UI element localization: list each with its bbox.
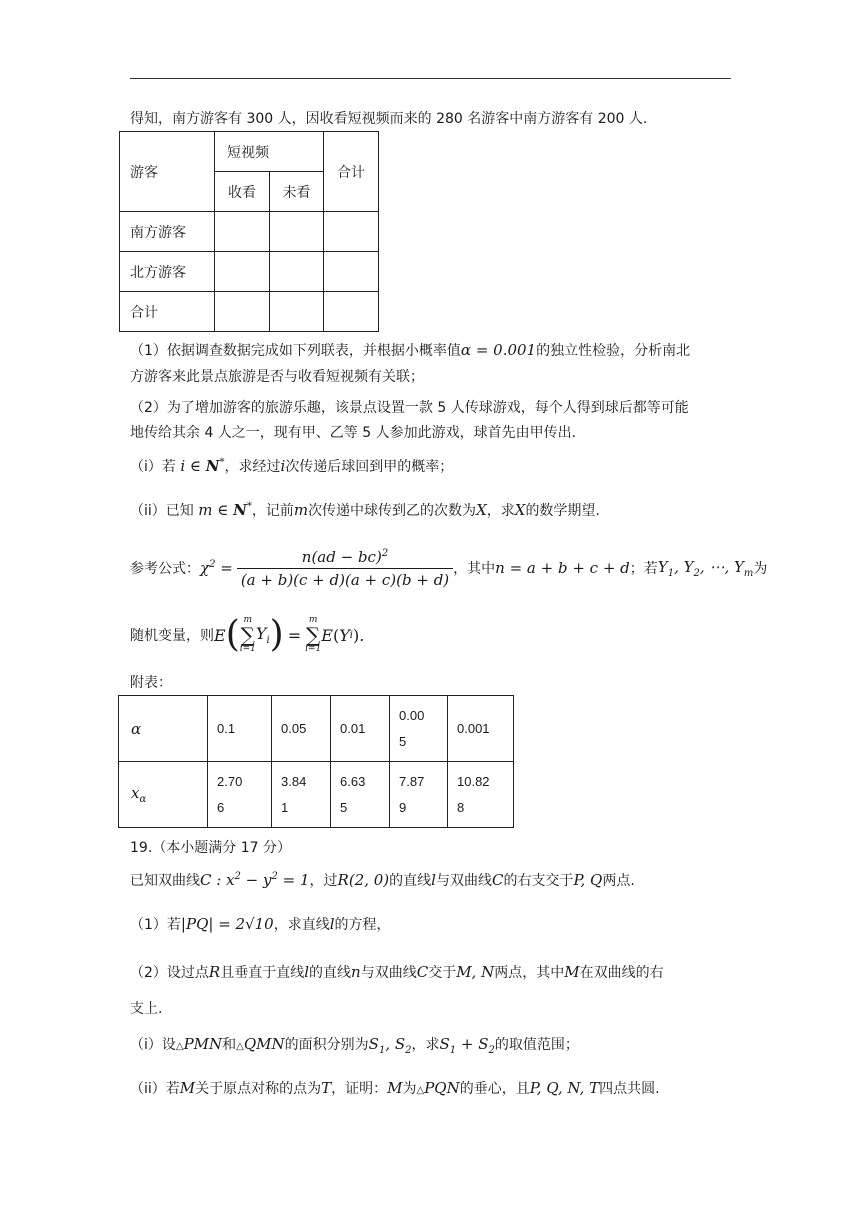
expectation-formula: E ( m ∑ i=1 $Y_i$ ) = m ∑ i=1 E ( Y i ) . (214, 614, 365, 655)
table-cell (215, 292, 270, 332)
problem-19-statement: 已知双曲线C : $x^2 - y^2 = 1$，过R(2, 0)的直线l与双曲线C的右支交于P, Q两点. (130, 871, 635, 889)
contingency-table (119, 131, 379, 332)
critical-value-table (118, 695, 514, 828)
table-cell (324, 212, 379, 252)
expectation-line: 随机变量，则 E ( m ∑ i=1 $Y_i$ ) = m ∑ i=1 E ( Y i ) . (130, 614, 365, 655)
problem-19-q1: （1）若|PQ| = 2√10，求直线l的方程， (130, 915, 391, 933)
table-cell: 2.70 6 (208, 762, 272, 828)
problem-19-q2-ii: （ii）若M关于原点对称的点为T，证明：M为△PQN的垂心，且P, Q, N, T四点共圆. (130, 1079, 660, 1097)
question-2-line-1: （2）为了增加游客的旅游乐趣，该景点设置一款 5 人传球游戏，每个人得到球后都等可能 (130, 400, 689, 416)
table-cell: 7.87 9 (390, 762, 448, 828)
table-cell: 0.01 (331, 696, 390, 762)
formula: $S_1 + S_2$ (439, 1035, 495, 1056)
table-cell (270, 212, 324, 252)
formula: |PQ| = 2√10 (180, 915, 274, 933)
header-not-watch: 未看 (270, 172, 324, 212)
table-cell: 3.84 1 (272, 762, 331, 828)
appendix-label: 附表： (130, 675, 172, 691)
formula: △QMN (236, 1035, 285, 1053)
problem-19-q2-i: （i）设△PMN和△QMN的面积分别为$S_1$, $S_2$，求$S_1 + S_2$的取值范围； (130, 1035, 579, 1056)
table-cell: 6.63 5 (331, 762, 390, 828)
formula: P, Q, N, T (529, 1079, 600, 1097)
formula: △PQN (416, 1079, 460, 1097)
intro-line: 得知，南方游客有 300 人，因收看短视频而来的 280 名游客中南方游客有 200 人. (130, 111, 648, 127)
chi-square-symbol: $\chi^2$ = (200, 559, 233, 577)
formula: M, N (456, 963, 495, 981)
problem-19-q2-line-2: 支上. (130, 1001, 163, 1017)
var-X: X (476, 501, 487, 519)
table-cell: 0.05 (272, 696, 331, 762)
question-2-i: （i）若 i ∈ N*，求经过i次传递后球回到甲的概率； (130, 457, 454, 475)
header-visitor: 游客 (120, 132, 215, 212)
top-rule (130, 78, 731, 79)
table-cell: 0.00 5 (390, 696, 448, 762)
table-cell (270, 252, 324, 292)
row-label-south: 南方游客 (120, 212, 215, 252)
header-total: 合计 (324, 132, 379, 212)
table-cell: 10.82 8 (448, 762, 514, 828)
formula: i ∈ N* (180, 457, 225, 475)
y-sequence: $Y_1$, $Y_2$, ⋯, $Y_m$ (657, 557, 754, 579)
formula: △PMN (175, 1035, 223, 1053)
header-short-video: 短视频 (215, 132, 324, 172)
n-sum-formula: n = a + b + c + d (495, 559, 630, 577)
table-cell (324, 252, 379, 292)
question-2-ii: （ii）已知 m ∈ N*，记前m次传递中球传到乙的次数为X，求X的数学期望. (130, 501, 600, 519)
formula: m ∈ N* (198, 501, 252, 519)
table-cell: 0.001 (448, 696, 514, 762)
row-label-north: 北方游客 (120, 252, 215, 292)
table-cell (324, 292, 379, 332)
formula: $S_1$, $S_2$ (368, 1035, 412, 1056)
formula: R(2, 0) (337, 871, 390, 889)
reference-formula-line: 参考公式： $\chi^2$ = $\frac{n(ad - bc)^2}{(a + b)(c + d)(a + c)(b + d)}$ ，其中 n = a + b + c + d ；若 $Y_1$, $Y_2$, ⋯, $Y_m$ 为 (130, 547, 768, 589)
table-cell (215, 252, 270, 292)
question-2-line-2: 地传给其余 4 人之一，现有甲、乙等 5 人参加此游戏，球首先由甲传出. (130, 425, 577, 441)
table-cell (215, 212, 270, 252)
var-X: X (514, 501, 526, 519)
x-alpha-row-header: $x_\alpha$ (119, 762, 208, 828)
question-1-line-1: （1）依据调查数据完成如下列联表，并根据小概率值α = 0.001的独立性检验，分析南北 (130, 341, 691, 359)
var-m: m (293, 501, 309, 519)
row-label-total: 合计 (120, 292, 215, 332)
formula: C : $x^2 - y^2 = 1$ (200, 871, 310, 889)
problem-19-header: 19.（本小题满分 17 分） (130, 840, 291, 856)
formula: P, Q (573, 871, 603, 889)
problem-19-q2-line-1: （2）设过点R且垂直于直线l的直线n与双曲线C交于M, N两点，其中M在双曲线的右 (130, 963, 664, 981)
chi-square-fraction: $\frac{n(ad - bc)^2}{(a + b)(c + d)(a + c)(b + d)}$ (237, 548, 453, 589)
question-1-line-2: 方游客来此景点旅游是否与收看短视频有关联； (130, 369, 424, 385)
table-cell (270, 292, 324, 332)
header-watch: 收看 (215, 172, 270, 212)
var-i: i (280, 457, 286, 475)
table-cell: 0.1 (208, 696, 272, 762)
alpha-value: α = 0.001 (460, 341, 537, 359)
alpha-row-header: α (119, 696, 208, 762)
